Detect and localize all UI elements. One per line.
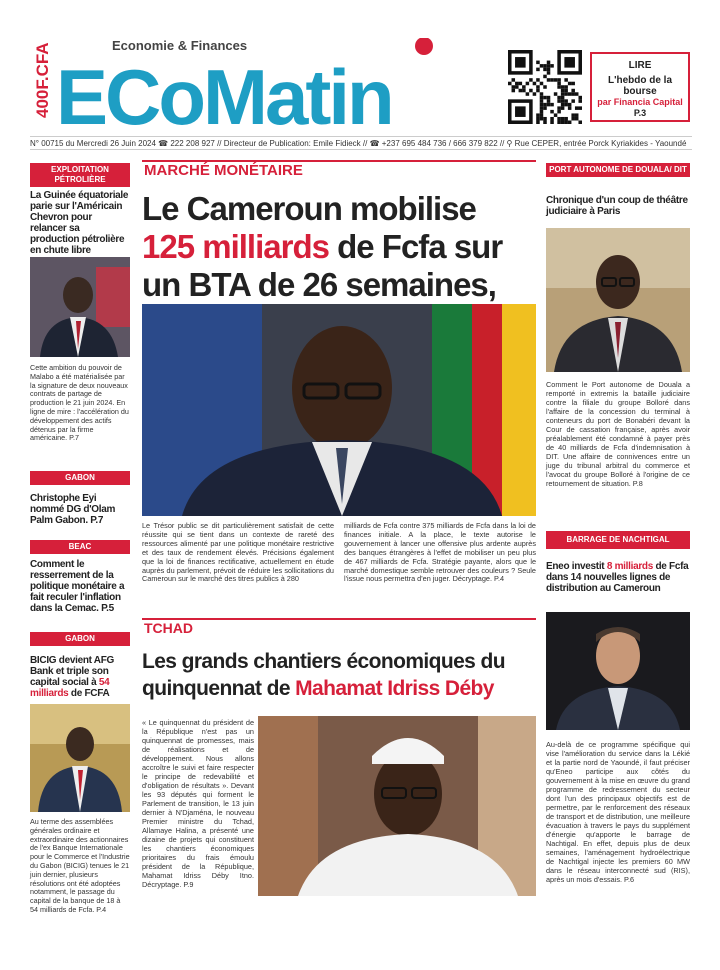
photo-mahamat-deby (258, 716, 536, 896)
h1-c: de Fcfa sur un BTA de 26 semaines, (142, 228, 503, 303)
issue-info-line: N° 00715 du Mercredi 26 Juin 2024 ☎ 222 208 927 // Directeur de Publication: Emile Fidieck // ☎ +237 695 484 736 / 666 379 822 // ⚲ Rue CEPER, entrée Porck Kyriakides - Yaoundé (30, 136, 692, 150)
tchad-headline[interactable] (142, 648, 536, 702)
section-marche-monetaire (142, 160, 536, 186)
photo-obiang (30, 257, 130, 357)
section-tchad (142, 618, 536, 640)
left-text-bicig: Au terme des assemblées générales ordinaire et extraordinaire des actionnaires de l'ex Banque Internationale pour le Commerce et l'Industrie du Gabon (BICIG) tenues le 21 juin dernier, plusieurs résolutions ont été adoptées notamment, le passage du capital de la banque de 18 à 54 milliards de Fcfa. P.4 (30, 817, 130, 914)
photo-port-director (546, 228, 690, 372)
qr-code[interactable] (508, 50, 582, 124)
h2-b: Mahamat Idriss Déby (295, 677, 494, 700)
h1-a: Le Cameroun mobilise (142, 190, 476, 227)
eneo-head-c: de Fcfa dans 14 nouvelles lignes de distribution au Cameroun (546, 561, 689, 594)
left-headline-guinee[interactable]: La Guinée équatoriale parie sur l'Américain Chevron pour relancer sa production pétrolière en chute libre (30, 190, 129, 256)
logo-dot (415, 38, 433, 55)
article-text-tchad: « Le quinquennat du président de la République n'est pas un quinquennat de promesses, mais de réalisations et de développement. Nous allons accroître le suivi et faire respecter le principe de redevabilité et d'obligation de résultats ». Devant les 93 députés qui forment le Parlement de transition, le 13 juin dernier à N'Djaména, le nouveau Premier ministre du Tchad, Allamaye Halina, a présenté une dizaine de projets qui constituent les chantiers économiques prioritaires du frais émoulu président de la République, Mahamat Idriss Déby Itno. Décryptage. P.9 (142, 718, 254, 889)
left-label-gabon2: GABON (30, 632, 130, 646)
bicig-head-a: BICIG devient AFG Bank et triple son capital social à (30, 655, 114, 688)
bicig-head-b: 54 milliards (30, 677, 110, 699)
left-label-petrole: EXPLOITATION PÉTROLIÈRE (30, 163, 130, 187)
photo-minister-cameroun (142, 304, 536, 516)
masthead-subtitle: Economie & Finances (112, 38, 248, 53)
masthead-logo (52, 38, 500, 134)
right-text-port: Comment le Port autonome de Douala a remporté in extremis la bataille judiciaire contre la filiale du groupe Bolloré dans l'affaire de la concession du terminal à conteneurs du port de Bonabéri devant la Cour de cassation française, après avoir préalablement été condamné à payer près de 40 milliards de Fcfa d'indemnisation à DIT. Une affaire de connivences entre un juge du tribunal arbitral du commerce et l'avocat du groupe Bolloré à l'origine de ce retournement de situation. P.8 (546, 380, 690, 488)
promo-line4: P.3 (633, 108, 647, 118)
promo-box[interactable] (590, 52, 690, 122)
right-text-eneo: Au-delà de ce programme spécifique qui vise l'amélioration du service dans la Lékié et la partie nord de Yaoundé, il faut préciser qu'Eneo participe aux côtés du gouvernement à la mise en œuvre du grand programme de redressement du secteur dont l'un des principaux objectifs est de permettre, par le renforcement des réseaux de transport et de distribution, une meilleure évacuation à travers le pays du supplément d'énergie qu'apporte le barrage de Nachtigal. En effet, depuis plus de deux semaines, l'aménagement hydroélectrique de Nachtigal injecte les premiers 60 MW dans le réseau interconnecté sud (RIS), après un mois d'essais. P.6 (546, 740, 690, 884)
promo-line1: LIRE (628, 60, 652, 71)
photo-bicig-official (30, 704, 130, 812)
price-text: 400F.CFA (33, 42, 52, 118)
section-tchad-label: TCHAD (144, 620, 193, 636)
left-headline-eyi[interactable]: Christophe Eyi nommé DG d'Olam Palm Gabon. P.7 (30, 493, 116, 526)
left-headline-beac[interactable]: Comment le resserrement de la politique monétaire a fait reculer l'inflation dans la Cemac. P.5 (30, 559, 125, 614)
bicig-head-c: de FCFA (68, 688, 110, 699)
eneo-head-b: 8 milliards (606, 561, 653, 572)
article-text-cameroun-1: Le Trésor public se dit particulièrement satisfait de cette réussite qui se tient dans un contexte de rareté des ressources alimenté par une politique monétaire restrictive et des taux de rendement élevés. Précisions également que la loi de finances rectificative, actuellement en étude auprès du parlement, prévoit de réduire les sollicitations du Cameroun sur le marché des titres publics à 280 (142, 521, 334, 584)
left-label-gabon1: GABON (30, 471, 130, 485)
left-label-beac: BEAC (30, 540, 130, 554)
h2-a: Les grands chantiers économiques du quinquennat de (142, 650, 505, 700)
right-label-nachtigal: BARRAGE DE NACHTIGAL (546, 531, 690, 549)
left-text-guinee: Cette ambition du pouvoir de Malabo a été matérialisée par la signature de deux nouveaux contrats de partage de production le 21 juin 2024. En ligne de mire : l'accélération du développement des actifs détenus par la firme américaine. P.7 (30, 363, 129, 443)
h1-b: 125 milliards (142, 228, 329, 265)
logo-text: ECoMatin (56, 53, 392, 134)
promo-line2: L'hebdo de la bourse (607, 75, 673, 97)
eneo-head-a: Eneo investit (546, 561, 607, 572)
right-label-port: PORT AUTONOME DE DOUALA/ DIT (546, 163, 690, 177)
promo-line3: par Financia Capital (597, 97, 683, 107)
right-headline-eneo[interactable] (546, 561, 690, 594)
section-marche-label: MARCHÉ MONÉTAIRE (144, 162, 303, 179)
right-headline-port[interactable]: Chronique d'un coup de théâtre judiciaire à Paris (546, 195, 688, 217)
left-headline-bicig[interactable] (30, 655, 130, 699)
article-text-cameroun-2: milliards de Fcfa contre 375 milliards de Fcfa dans la loi de finances initiale. A la place, le texte autorise le gouvernement à lancer une offensive plus ardente auprès des banques étrangères à l'effet de mobiliser un peu plus de 467 milliards de Fcfa. Stratégie payante, alors que le marché domestique semble retrouver des couleurs ? Seule l'issue nous permettra d'en juger. Décryptage. P.4 (344, 521, 536, 584)
photo-eneo-executive (546, 612, 690, 730)
